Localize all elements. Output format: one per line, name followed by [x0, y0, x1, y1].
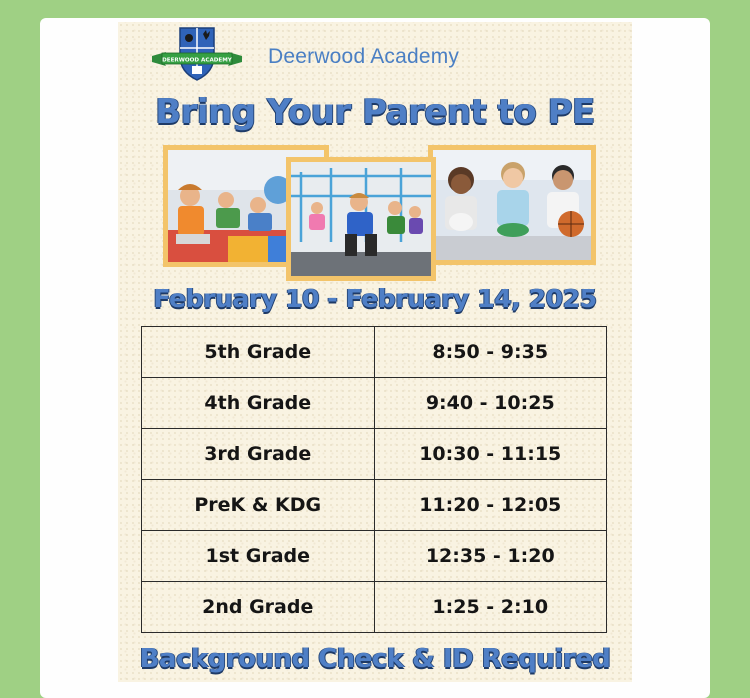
shield-crest-icon — [150, 26, 244, 82]
table-row — [142, 327, 607, 378]
time-cell: 11:20 - 12:05 — [374, 480, 607, 531]
table-row — [142, 429, 607, 480]
kids-squatting-gym-photo — [286, 157, 436, 281]
grade-cell: 3rd Grade — [142, 429, 375, 480]
schedule-table — [141, 326, 607, 633]
table-row — [142, 480, 607, 531]
time-cell: 9:40 - 10:25 — [374, 378, 607, 429]
time-cell: 12:35 - 1:20 — [374, 531, 607, 582]
event-title: Bring Your Parent to PE — [155, 92, 595, 132]
footer-note: Background Check & ID Required — [139, 644, 611, 674]
kids-sitting-with-balls-photo — [428, 145, 596, 265]
time-cell: 10:30 - 11:15 — [374, 429, 607, 480]
table-row — [142, 531, 607, 582]
school-name: Deerwood Academy — [268, 45, 460, 68]
event-dates: February 10 - February 14, 2025 — [153, 284, 597, 313]
grade-cell: PreK & KDG — [142, 480, 375, 531]
table-row — [142, 378, 607, 429]
logo-banner-text: DEERWOOD ACADEMY — [162, 57, 232, 64]
school-logo — [150, 26, 244, 82]
time-cell: 8:50 - 9:35 — [374, 327, 607, 378]
grade-cell: 5th Grade — [142, 327, 375, 378]
time-cell: 1:25 - 2:10 — [374, 582, 607, 633]
grade-cell: 4th Grade — [142, 378, 375, 429]
grade-cell: 2nd Grade — [142, 582, 375, 633]
grade-cell: 1st Grade — [142, 531, 375, 582]
table-row — [142, 582, 607, 633]
